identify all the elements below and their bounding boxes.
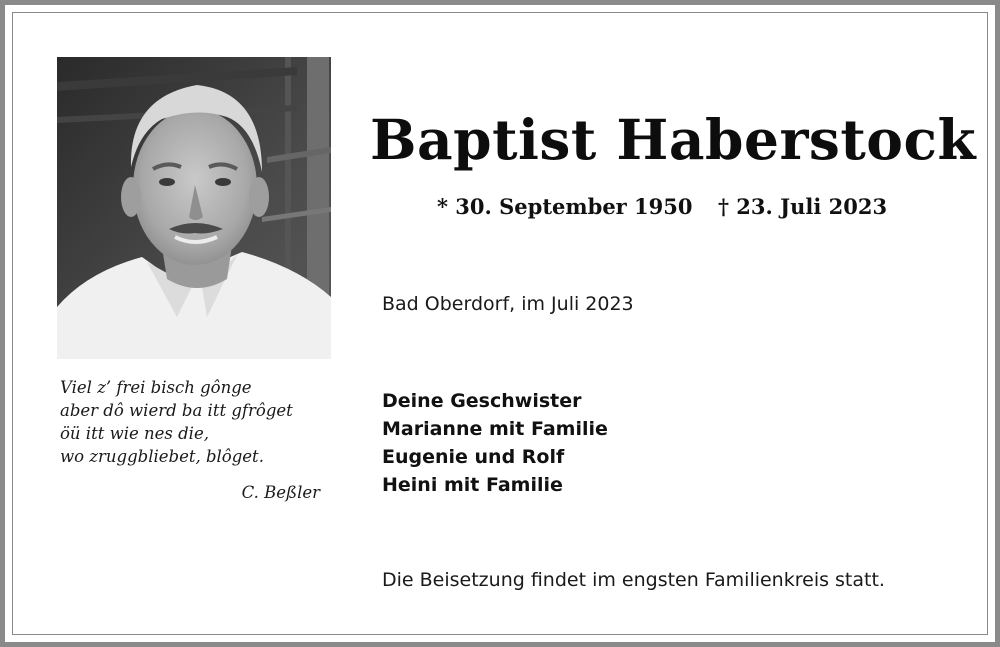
- portrait-photo: [57, 57, 331, 359]
- deceased-name: Baptist Haberstock: [370, 107, 977, 172]
- poem: [60, 376, 330, 468]
- mourner-line: Deine Geschwister: [382, 390, 582, 412]
- mourner-line: Eugenie und Rolf: [382, 446, 565, 468]
- funeral-notice: Die Beisetzung findet im engsten Familienkreis statt.: [382, 569, 885, 591]
- portrait-illustration: [57, 57, 331, 359]
- poem-line: öü itt wie nes die,: [60, 424, 209, 443]
- mourner-line: Heini mit Familie: [382, 474, 563, 496]
- place-and-date: Bad Oberdorf, im Juli 2023: [382, 293, 634, 315]
- death-date: † 23. Juli 2023: [718, 194, 888, 219]
- birth-date: * 30. September 1950: [437, 194, 693, 219]
- poem-line: Viel z’ frei bisch gônge: [60, 378, 252, 397]
- poem-line: aber dô wierd ba itt gfrôget: [60, 401, 293, 420]
- poem-author: C. Beßler: [241, 483, 320, 502]
- poem-line: wo zruggbliebet, blôget.: [60, 447, 264, 466]
- mourners-list: [382, 387, 608, 499]
- mourner-line: Marianne mit Familie: [382, 418, 608, 440]
